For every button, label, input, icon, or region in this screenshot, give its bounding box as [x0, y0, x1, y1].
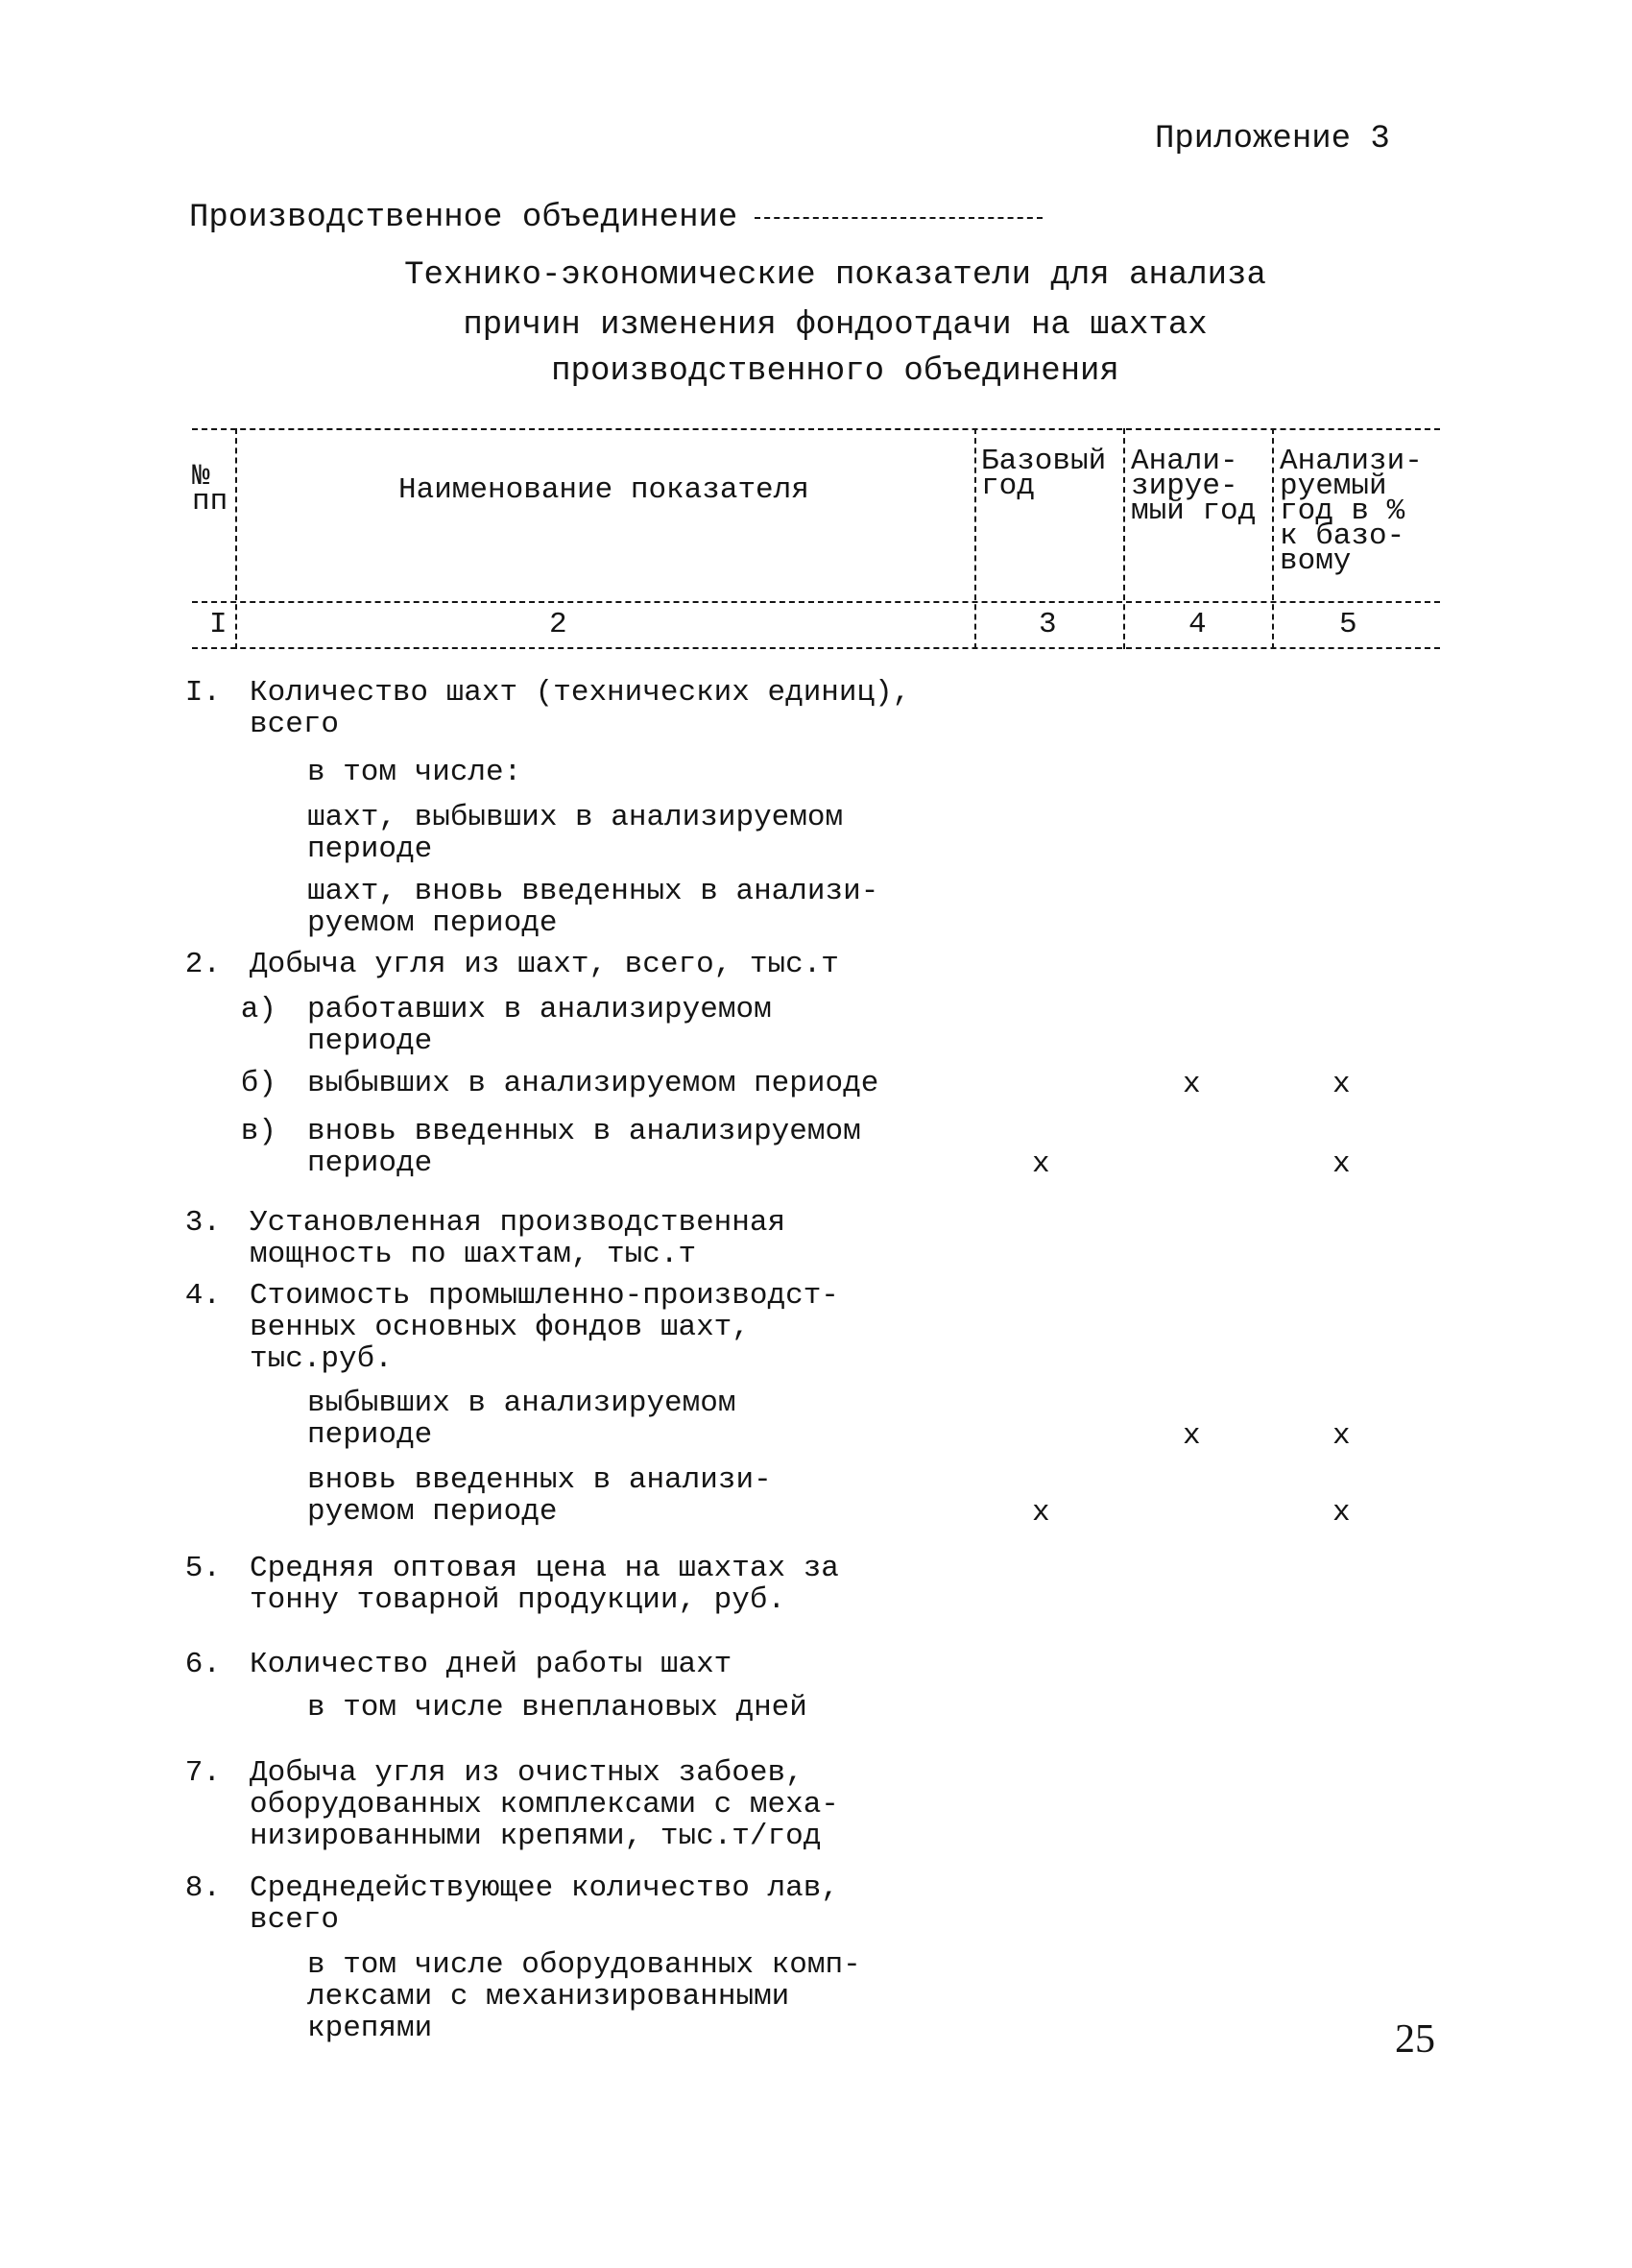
- not-applicable-mark: x: [1032, 1496, 1050, 1530]
- header-top-rule: [192, 428, 1440, 430]
- appendix-label: Приложение 3: [1155, 121, 1390, 157]
- header-percent-2: руемый: [1280, 470, 1387, 503]
- col-divider-4: [1272, 428, 1274, 649]
- row-number: а): [240, 993, 276, 1026]
- not-applicable-mark: x: [1183, 1068, 1201, 1101]
- row-label-line: оборудованных комплексами с меха-: [250, 1788, 839, 1822]
- not-applicable-mark: x: [1332, 1419, 1351, 1453]
- header-bottom-rule: [192, 647, 1440, 649]
- row-number: б): [240, 1067, 276, 1100]
- row-label-line: всего: [250, 1903, 340, 1937]
- page-number: 25: [1395, 2017, 1435, 2062]
- not-applicable-mark: x: [1332, 1068, 1351, 1101]
- title-line-2: причин изменения фондоотдачи на шахтах: [463, 307, 1208, 344]
- row-label-line: венных основных фондов шахт,: [250, 1311, 750, 1344]
- header-percent-1: Анализи-: [1280, 445, 1423, 478]
- not-applicable-mark: x: [1332, 1147, 1351, 1181]
- column-number-4: 4: [1188, 608, 1207, 641]
- col-divider-3: [1123, 428, 1125, 649]
- col-divider-2: [974, 428, 976, 649]
- not-applicable-mark: x: [1032, 1147, 1050, 1181]
- row-label-line: работавших в анализируемом: [307, 993, 772, 1026]
- row-number: в): [240, 1115, 276, 1148]
- header-num-symbol: №: [192, 460, 210, 494]
- row-label-line: тонну товарной продукции, руб.: [250, 1583, 786, 1617]
- header-analyzed-2: зируе-: [1131, 470, 1238, 503]
- row-label-line: выбывших в анализируемом периоде: [307, 1067, 879, 1100]
- row-label-line: мощность по шахтам, тыс.т: [250, 1238, 697, 1271]
- row-number: I.: [184, 676, 221, 710]
- header-analyzed-3: мый год: [1131, 495, 1257, 528]
- row-label-line: периоде: [307, 832, 433, 866]
- row-label-line: руемом периоде: [307, 906, 558, 940]
- row-label-line: лексами с механизированными: [307, 1980, 790, 2014]
- row-number: 6.: [184, 1648, 221, 1681]
- row-label-line: шахт, выбывших в анализируемом: [307, 801, 844, 834]
- organization-blank: [755, 215, 1043, 219]
- row-label-line: Установленная производственная: [250, 1206, 786, 1240]
- row-label-line: вновь введенных в анализируемом: [307, 1115, 861, 1148]
- row-label-line: выбывших в анализируемом: [307, 1387, 736, 1420]
- header-base-2: год: [981, 470, 1035, 503]
- row-label-line: в том числе:: [307, 756, 522, 789]
- col-divider-1: [235, 428, 237, 649]
- header-name: Наименование показателя: [398, 473, 809, 507]
- organization-line: [189, 200, 1043, 236]
- row-label-line: периоде: [307, 1418, 433, 1452]
- not-applicable-mark: x: [1332, 1496, 1351, 1530]
- row-label-line: Добыча угля из очистных забоев,: [250, 1756, 804, 1790]
- row-number: 3.: [184, 1206, 221, 1240]
- row-label-line: тыс.руб.: [250, 1342, 393, 1376]
- column-number-1: I: [209, 608, 228, 641]
- row-label-line: вновь введенных в анализи-: [307, 1463, 772, 1497]
- organization-label: Производственное объединение: [189, 200, 738, 236]
- row-number: 2.: [184, 948, 221, 981]
- header-base-1: Базовый: [981, 445, 1107, 478]
- row-number: 8.: [184, 1871, 221, 1905]
- row-label-line: шахт, вновь введенных в анализи-: [307, 875, 879, 908]
- row-label-line: Добыча угля из шахт, всего, тыс.т: [250, 948, 839, 981]
- column-number-2: 2: [549, 608, 567, 641]
- column-number-3: 3: [1039, 608, 1057, 641]
- row-label-line: периоде: [307, 1025, 433, 1058]
- not-applicable-mark: x: [1183, 1419, 1201, 1453]
- title-line-1: Технико-экономические показатели для анализа: [404, 257, 1266, 294]
- row-label-line: низированными крепями, тыс.т/год: [250, 1820, 822, 1853]
- header-percent-5: вому: [1280, 544, 1352, 578]
- row-label-line: всего: [250, 708, 340, 741]
- row-label-line: периоде: [307, 1146, 433, 1180]
- row-label-line: Средняя оптовая цена на шахтах за: [250, 1552, 839, 1585]
- row-label-line: руемом периоде: [307, 1495, 558, 1529]
- header-num-pp: пп: [192, 485, 228, 519]
- title-line-3: производственного объединения: [551, 353, 1119, 390]
- header-percent-4: к базо-: [1280, 519, 1405, 553]
- row-label-line: Среднедействующее количество лав,: [250, 1871, 839, 1905]
- table-header: [192, 428, 1440, 654]
- header-analyzed-1: Анали-: [1131, 445, 1238, 478]
- header-mid-rule: [192, 601, 1440, 603]
- row-label-line: крепями: [307, 2012, 433, 2045]
- header-percent-3: год в %: [1280, 495, 1405, 528]
- column-number-5: 5: [1339, 608, 1357, 641]
- row-label-line: Стоимость промышленно-производст-: [250, 1279, 839, 1313]
- row-number: 7.: [184, 1756, 221, 1790]
- row-label-line: в том числе оборудованных комп-: [307, 1948, 861, 1982]
- row-number: 5.: [184, 1552, 221, 1585]
- row-label-line: Количество дней работы шахт: [250, 1648, 732, 1681]
- row-label-line: в том числе внеплановых дней: [307, 1691, 807, 1725]
- row-label-line: Количество шахт (технических единиц),: [250, 676, 911, 710]
- row-number: 4.: [184, 1279, 221, 1313]
